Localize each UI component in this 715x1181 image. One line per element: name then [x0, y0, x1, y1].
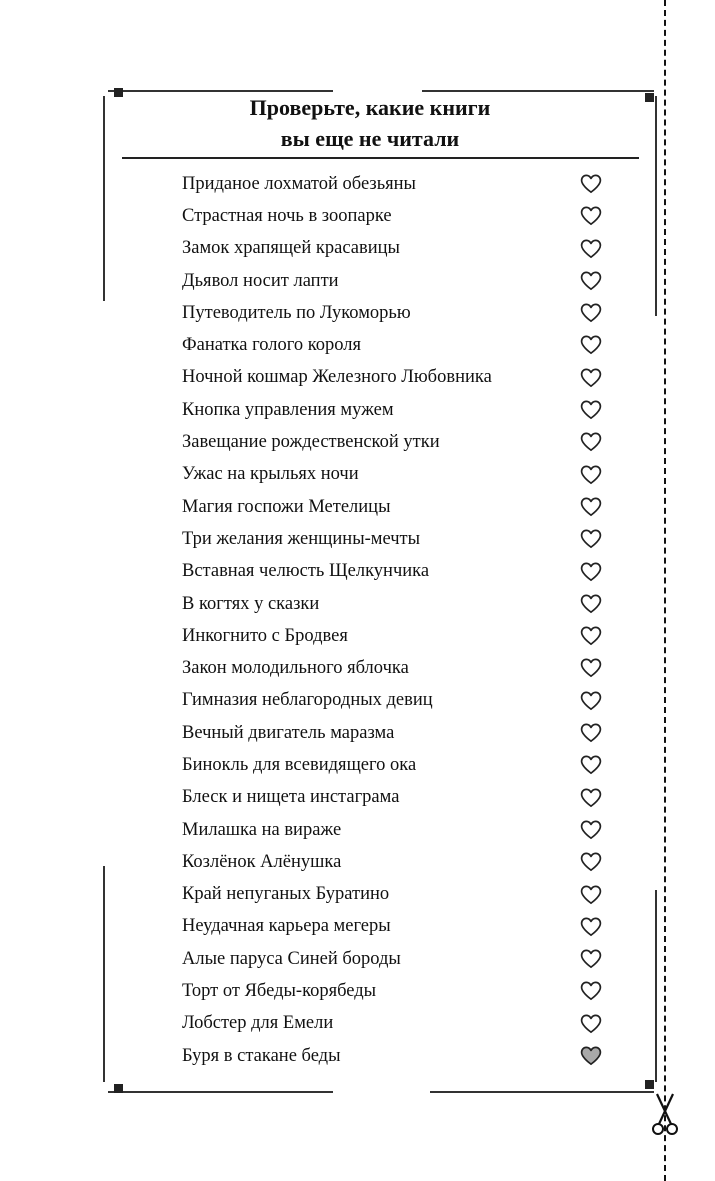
- heart-icon[interactable]: [580, 691, 602, 711]
- book-title: Край непуганых Буратино: [182, 884, 390, 905]
- book-title: Вставная челюсть Щелкунчика: [182, 561, 430, 582]
- list-item: [182, 459, 612, 491]
- heart-icon[interactable]: [580, 1046, 602, 1066]
- book-title: Торт от Ябеды-корябеды: [182, 981, 377, 1002]
- list-item: [182, 911, 612, 943]
- list-item: [182, 168, 612, 200]
- heart-icon[interactable]: [580, 497, 602, 517]
- heart-icon[interactable]: [580, 949, 602, 969]
- heart-icon[interactable]: [580, 1014, 602, 1034]
- list-item: [182, 685, 612, 717]
- heart-icon[interactable]: [580, 271, 602, 291]
- book-title: Неудачная карьера мегеры: [182, 916, 391, 937]
- book-list: [182, 168, 612, 1072]
- list-item: [182, 1008, 612, 1040]
- heart-icon[interactable]: [580, 626, 602, 646]
- cut-line: [664, 0, 666, 1181]
- book-title: Блеск и нищета инстаграма: [182, 787, 400, 808]
- list-item: [182, 588, 612, 620]
- frame-right-top: [655, 96, 657, 316]
- heart-icon[interactable]: [580, 432, 602, 452]
- list-item: [182, 491, 612, 523]
- book-title: Закон молодильного яблочка: [182, 658, 409, 679]
- list-item: [182, 620, 612, 652]
- list-item: [182, 362, 612, 394]
- book-title: Кнопка управления мужем: [182, 399, 394, 420]
- heart-icon[interactable]: [580, 723, 602, 743]
- list-item: [182, 749, 612, 781]
- list-item: [182, 846, 612, 878]
- book-title: Алые паруса Синей бороды: [182, 948, 401, 969]
- heart-icon[interactable]: [580, 594, 602, 614]
- list-item: [182, 652, 612, 684]
- book-title: Замок храпящей красавицы: [182, 238, 400, 259]
- heart-icon[interactable]: [580, 174, 602, 194]
- heart-icon[interactable]: [580, 335, 602, 355]
- book-title: Буря в стакане беды: [182, 1045, 341, 1066]
- frame-right-bottom: [655, 890, 657, 1082]
- list-item: [182, 329, 612, 361]
- book-title: Инкогнито с Бродвея: [182, 625, 348, 646]
- heart-icon[interactable]: [580, 239, 602, 259]
- list-item: [182, 975, 612, 1007]
- heart-icon[interactable]: [580, 755, 602, 775]
- heart-icon[interactable]: [580, 529, 602, 549]
- book-title: Путеводитель по Лукоморью: [182, 302, 411, 323]
- heart-icon[interactable]: [580, 981, 602, 1001]
- heart-icon[interactable]: [580, 917, 602, 937]
- list-item: [182, 782, 612, 814]
- book-title: В когтях у сказки: [182, 593, 320, 614]
- book-title: Козлёнок Алёнушка: [182, 851, 342, 872]
- book-title: Три желания женщины-мечты: [182, 528, 421, 549]
- heart-icon[interactable]: [580, 206, 602, 226]
- heart-icon[interactable]: [580, 465, 602, 485]
- book-title: Ночной кошмар Железного Любовника: [182, 367, 492, 388]
- heart-icon[interactable]: [580, 368, 602, 388]
- heart-icon[interactable]: [580, 820, 602, 840]
- heart-icon[interactable]: [580, 562, 602, 582]
- book-title: Лобстер для Емели: [182, 1013, 334, 1034]
- list-item: [182, 297, 612, 329]
- book-title: Милашка на вираже: [182, 819, 342, 840]
- list-item: [182, 879, 612, 911]
- book-title: Вечный двигатель маразма: [182, 722, 395, 743]
- list-item: [182, 943, 612, 975]
- list-item: [182, 556, 612, 588]
- list-item: [182, 394, 612, 426]
- book-title: Бинокль для всевидящего ока: [182, 754, 417, 775]
- frame-corner-bottom-left: [114, 1084, 123, 1093]
- list-item: [182, 426, 612, 458]
- scissors-icon: [650, 1092, 680, 1138]
- heart-icon[interactable]: [580, 400, 602, 420]
- book-title: Гимназия неблагородных девиц: [182, 690, 433, 711]
- heart-icon[interactable]: [580, 658, 602, 678]
- frame-corner-bottom-right: [645, 1080, 654, 1089]
- heart-icon[interactable]: [580, 885, 602, 905]
- book-title: Магия госпожи Метелицы: [182, 496, 391, 517]
- list-item: [182, 1040, 612, 1072]
- heart-icon[interactable]: [580, 788, 602, 808]
- heart-icon[interactable]: [580, 303, 602, 323]
- frame-left-top: [103, 96, 105, 301]
- book-title: Ужас на крыльях ночи: [182, 464, 359, 485]
- list-item: [182, 233, 612, 265]
- book-title: Дьявол носит лапти: [182, 270, 339, 291]
- page-title-line-1: Проверьте, какие книги: [249, 95, 491, 120]
- book-title: Приданое лохматой обезьяны: [182, 173, 416, 194]
- frame-bottom-left: [108, 1091, 333, 1093]
- title-divider: [122, 157, 639, 159]
- list-item: [182, 717, 612, 749]
- book-title: Завещание рождественской утки: [182, 432, 440, 453]
- list-item: [182, 265, 612, 297]
- list-item: [182, 200, 612, 232]
- frame-left-bottom: [103, 866, 105, 1082]
- list-item: [182, 814, 612, 846]
- frame-corner-top-right: [645, 93, 654, 102]
- list-item: [182, 523, 612, 555]
- book-title: Фанатка голого короля: [182, 335, 362, 356]
- frame-bottom-right: [430, 1091, 654, 1093]
- book-title: Страстная ночь в зоопарке: [182, 205, 392, 226]
- page-title-line-2: вы еще не читали: [280, 126, 460, 151]
- heart-icon[interactable]: [580, 852, 602, 872]
